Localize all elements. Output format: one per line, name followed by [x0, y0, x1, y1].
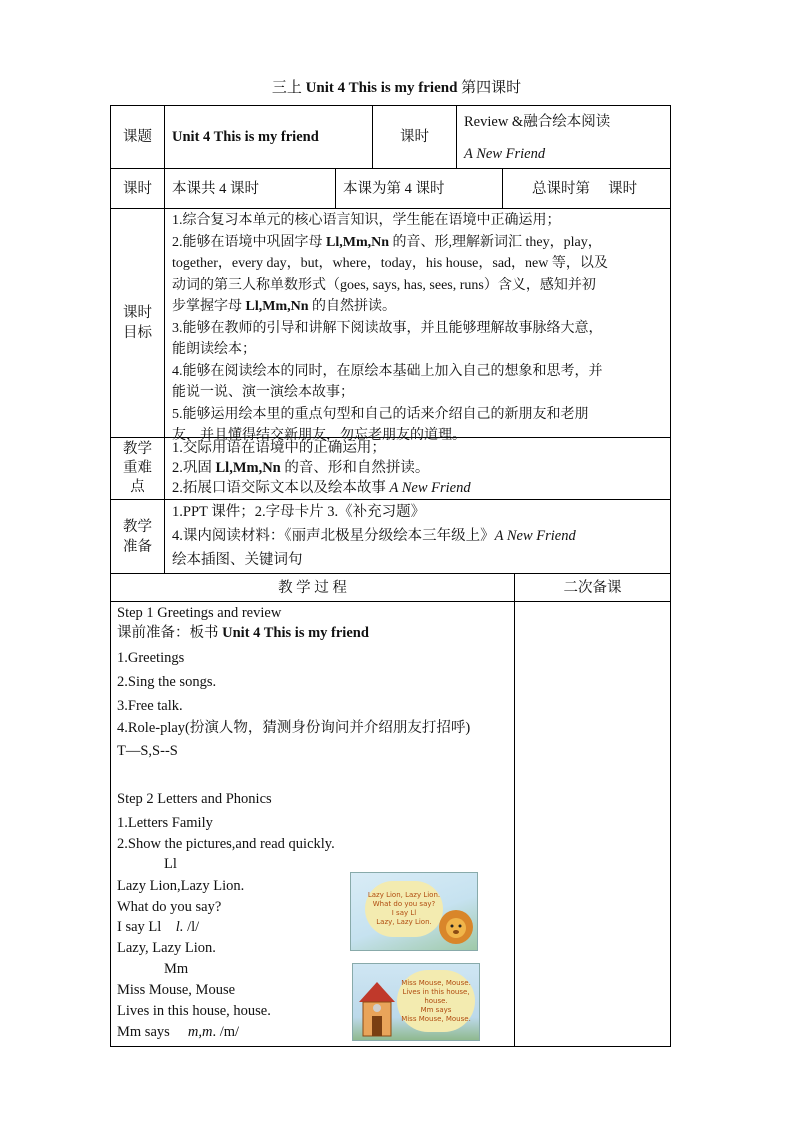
text-run: 的音、形和自然拼读。: [280, 460, 430, 476]
lesson-type-line: Review &融合绘本阅读: [464, 114, 611, 130]
text-run: Ll,Mm,Nn: [245, 299, 309, 314]
objectives-label-line: 目标: [123, 325, 152, 341]
prep-line: 1.PPT 课件；2.字母卡片 3.《补充习题》: [172, 504, 426, 520]
objective-line: 1.综合复习本单元的核心语言知识，学生能在语境中正确运用；: [172, 213, 561, 228]
text-run: A New Friend: [494, 528, 576, 544]
keypoints-label-line: 重难: [123, 460, 152, 476]
prep-label-line: 教学: [123, 518, 152, 535]
revision-header: 二次备课: [563, 579, 622, 596]
objectives-label-line: 课时: [123, 305, 152, 321]
mouse-picture: [352, 963, 480, 1041]
title-prefix: 三上: [271, 80, 306, 96]
prep-line: 绘本插图、关键词句: [172, 552, 303, 568]
text-run: Ll,Mm,Nn: [215, 460, 281, 476]
keypoints-label: [111, 438, 164, 499]
table-border: [164, 105, 165, 574]
text-run: 的音、形,理解新词汇 they，play，: [389, 234, 602, 250]
table-border: [335, 168, 336, 209]
step1-item: 3.Free talk.: [117, 698, 183, 714]
topic-text: Unit 4 This is my friend: [172, 129, 319, 145]
table-border: [110, 208, 671, 209]
step2-title: Step 2 Letters and Phonics: [117, 791, 272, 807]
title-unit: Unit 4 This is my friend: [305, 80, 458, 96]
objective-line: together，every day，but，where，today，his house，sad，new 等，以及: [172, 256, 608, 271]
objectives-content: [172, 210, 668, 447]
text-run: Mm says: [117, 1024, 188, 1040]
lion-icon: [437, 907, 475, 947]
objective-line: 能说一说、演一演绘本故事；: [172, 385, 354, 400]
text-run: 2.巩固: [172, 460, 216, 476]
table-border: [670, 105, 671, 1047]
keypoint-line: [172, 458, 668, 478]
period-label: 课时: [123, 180, 152, 197]
text-run: I say Ll: [117, 919, 176, 935]
prep-content: [172, 500, 668, 572]
chant-line: [117, 1022, 239, 1042]
lesson-type-label: 课时: [400, 129, 429, 145]
objective-line: 4.能够在阅读绘本的同时，在原绘本基础上加入自己的想象和思考，并: [172, 363, 603, 379]
text-run: Ll,Mm,Nn: [326, 234, 389, 250]
text-run: 4.课内阅读材料：《丽声北极星分级绘本三年级上》: [172, 528, 495, 544]
keypoint-line: 1.交际用语在语境中的正确运用；: [172, 440, 386, 456]
text-run: 课前准备：板书: [117, 625, 223, 641]
step2-item: 2.Show the pictures,and read quickly.: [117, 836, 335, 852]
step1-item: 2.Sing the songs.: [117, 674, 217, 690]
lion-speech-bubble: [365, 881, 443, 937]
keypoints-label-line: 教学: [123, 441, 152, 457]
objective-line: 友，并且懂得结交新朋友，勿忘老朋友的道理。: [172, 428, 466, 443]
lesson-type-value: [464, 112, 668, 164]
keypoint-line: [172, 478, 668, 498]
lion-picture: [350, 872, 478, 951]
text-run: . /m/: [212, 1024, 240, 1040]
keypoints-content: [172, 438, 668, 498]
objectives-label: [111, 209, 164, 437]
chant-line: What do you say?: [117, 899, 222, 915]
text-run: A New Friend: [389, 480, 471, 496]
period-total: 本课共 4 课时: [172, 180, 259, 197]
text-run: 2.拓展口语交际文本以及绘本故事: [172, 480, 390, 496]
table-border: [514, 573, 515, 1047]
text-run: 的自然拼读。: [308, 299, 396, 314]
mouse-speech-bubble: [397, 970, 475, 1032]
keypoints-label-line: 点: [130, 479, 145, 495]
step1-item: 1.Greetings: [117, 650, 185, 666]
topic-value: [172, 106, 370, 168]
prep-line: [172, 524, 668, 548]
picture-text: Lazy Lion, Lazy Lion.: [367, 891, 441, 899]
objective-line: 动词的第三人称单数形式（goes, says, has, sees, runs）含义，感知并初: [172, 277, 596, 293]
objective-line: 3.能够在教师的引导和讲解下阅读故事，并且能够理解故事脉络大意，: [172, 320, 603, 336]
objective-line: [172, 232, 668, 254]
table-border: [110, 601, 671, 602]
picture-text: Miss Mouse, Mouse.: [401, 979, 471, 987]
step1-item: T—S,S--S: [117, 743, 178, 759]
period-overall: 总课时第 课时: [532, 180, 638, 197]
table-border: [110, 1046, 671, 1047]
house-icon: [355, 978, 399, 1038]
table-border: [502, 168, 503, 209]
text-run: 2.能够在语境中巩固字母: [172, 234, 326, 250]
lesson-type-book: [464, 144, 668, 164]
text-run: m,m: [187, 1024, 213, 1040]
text-run: 步掌握字母: [172, 299, 246, 314]
chant-line: Lives in this house, house.: [117, 1003, 271, 1019]
chant-line: [117, 917, 199, 937]
text-run: l.: [175, 919, 184, 935]
text-run: /l/: [183, 919, 200, 935]
picture-text: What do you say?: [372, 900, 436, 908]
picture-text: I say Ll: [391, 909, 417, 917]
book-title: A New Friend: [464, 146, 546, 162]
prep-label: [111, 500, 164, 573]
title-suffix: 第四课时: [457, 80, 522, 96]
chant-line: Lazy Lion,Lazy Lion.: [117, 878, 245, 894]
table-border: [456, 105, 457, 169]
chant-mm-heading: Mm: [164, 961, 189, 977]
board-prep: [117, 623, 369, 643]
picture-text: Mm says: [420, 1006, 452, 1014]
objective-line: 能朗读绘本；: [172, 342, 256, 357]
period-current: 本课为第 4 课时: [343, 180, 445, 197]
picture-text: Lazy, Lazy Lion.: [376, 918, 432, 926]
chant-line: Miss Mouse, Mouse: [117, 982, 236, 998]
objective-line: [172, 296, 668, 318]
page-title: [0, 76, 793, 97]
picture-text: Lives in this house, house.: [402, 988, 470, 1005]
objective-line: 5.能够运用绘本里的重点句型和自己的话来介绍自己的新朋友和老朋: [172, 406, 589, 422]
picture-text: Miss Mouse, Mouse.: [401, 1015, 471, 1023]
process-header: 教 学 过 程: [278, 579, 347, 596]
chant-ll-heading: Ll: [164, 856, 177, 872]
step1-item: 4.Role-play(扮演人物，猜测身份询问并介绍朋友打招呼): [117, 720, 471, 736]
step1-title: Step 1 Greetings and review: [117, 605, 282, 621]
chant-line: Lazy, Lazy Lion.: [117, 940, 216, 956]
topic-label: 课题: [123, 129, 152, 145]
text-run: Unit 4 This is my friend: [222, 625, 369, 641]
prep-label-line: 准备: [123, 538, 152, 555]
step2-item: 1.Letters Family: [117, 815, 213, 831]
